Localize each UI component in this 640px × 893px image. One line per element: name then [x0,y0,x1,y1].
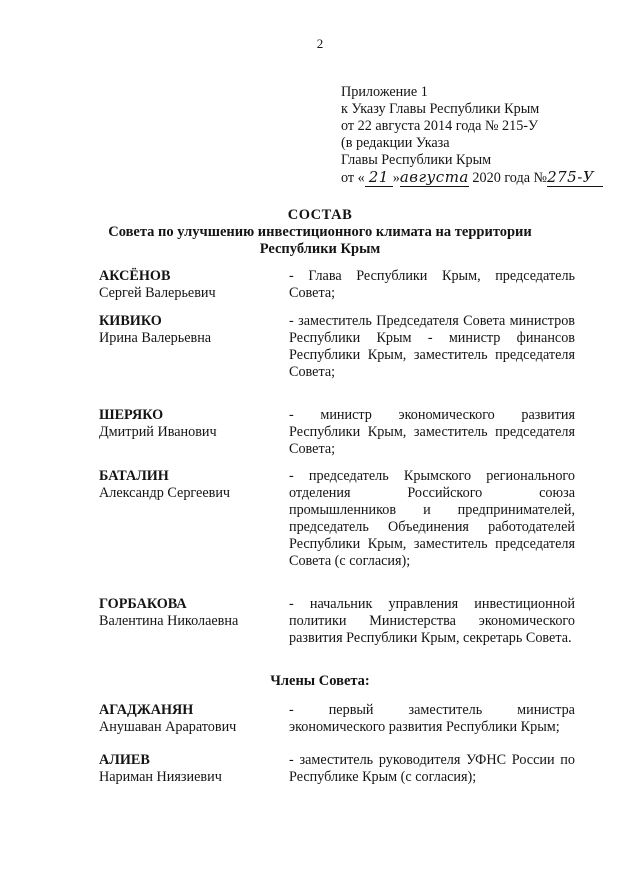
member-role: - министр экономического развития Республики Крым, заместитель председателя Совета; [289,407,575,457]
annex-line-5: Главы Республики Крым [341,152,492,168]
member-name [99,268,279,302]
handwritten-day: 21 [365,169,393,187]
member-given-name: Дмитрий Иванович [99,424,217,440]
document-title: СОСТАВ [287,207,353,223]
members-section-heading: Члены Совета: [270,673,370,689]
member-given-name: Александр Сергеевич [99,485,231,501]
member-given-name: Анушаван Араратович [99,719,237,735]
annex-line-6 [341,169,603,187]
member-name [99,702,279,736]
member-role: - начальник управления инвестиционной политики Министерства экономического развития Республики Крым, секретарь Совета. [289,596,575,646]
member-role: - первый заместитель министра экономического развития Республики Крым; [289,702,575,735]
document-subtitle-line-2: Республики Крым [259,241,381,257]
page-number: 2 [316,36,324,51]
member-name [99,752,279,786]
member-given-name: Валентина Николаевна [99,613,239,629]
annex-date-prefix: от « [341,170,365,186]
member-given-name: Ирина Валерьевна [99,330,212,346]
member-surname: АЛИЕВ [99,752,150,768]
member-given-name: Нариман Ниязиевич [99,769,222,785]
member-name [99,313,279,347]
member-surname: БАТАЛИН [99,468,169,484]
handwritten-month: августа [399,168,469,186]
member-role: - Глава Республики Крым, председатель Совета; [289,268,575,301]
member-name [99,468,279,502]
member-role: - заместитель руководителя УФНС России по Республике Крым (с согласия); [289,752,575,785]
document-subtitle-line-1: Совета по улучшению инвестиционного климата на территории [108,224,532,240]
annex-line-2: к Указу Главы Республики Крым [341,101,540,117]
member-surname: АГАДЖАНЯН [99,702,194,718]
member-role: - заместитель Председателя Совета министров Республики Крым - министр финансов Республики Крым, заместитель председателя Совета; [289,313,575,380]
member-name [99,596,279,630]
annex-line-3: от 22 августа 2014 года № 215-У [341,118,539,134]
member-name [99,407,279,441]
member-given-name: Сергей Валерьевич [99,285,216,301]
document-subtitle [0,224,640,258]
annex-line-4: (в редакции Указа [341,135,450,151]
annex-date-quote: » [392,170,400,186]
member-surname: КИВИКО [99,313,162,329]
handwritten-decree-number: 275-У [547,169,603,187]
member-surname: ШЕРЯКО [99,407,164,423]
annex-line-1: Приложение 1 [341,84,428,100]
annex-header [341,84,603,187]
member-role: - председатель Крымского регионального отделения Российского союза промышленников и предпринимателей, председатель Объединения работодателей Республики Крым, заместитель председателя Совета (с согласия); [289,468,575,569]
member-surname: ГОРБАКОВА [99,596,187,612]
annex-date-year: 2020 года № [468,170,548,186]
member-surname: АКСЁНОВ [99,268,171,284]
